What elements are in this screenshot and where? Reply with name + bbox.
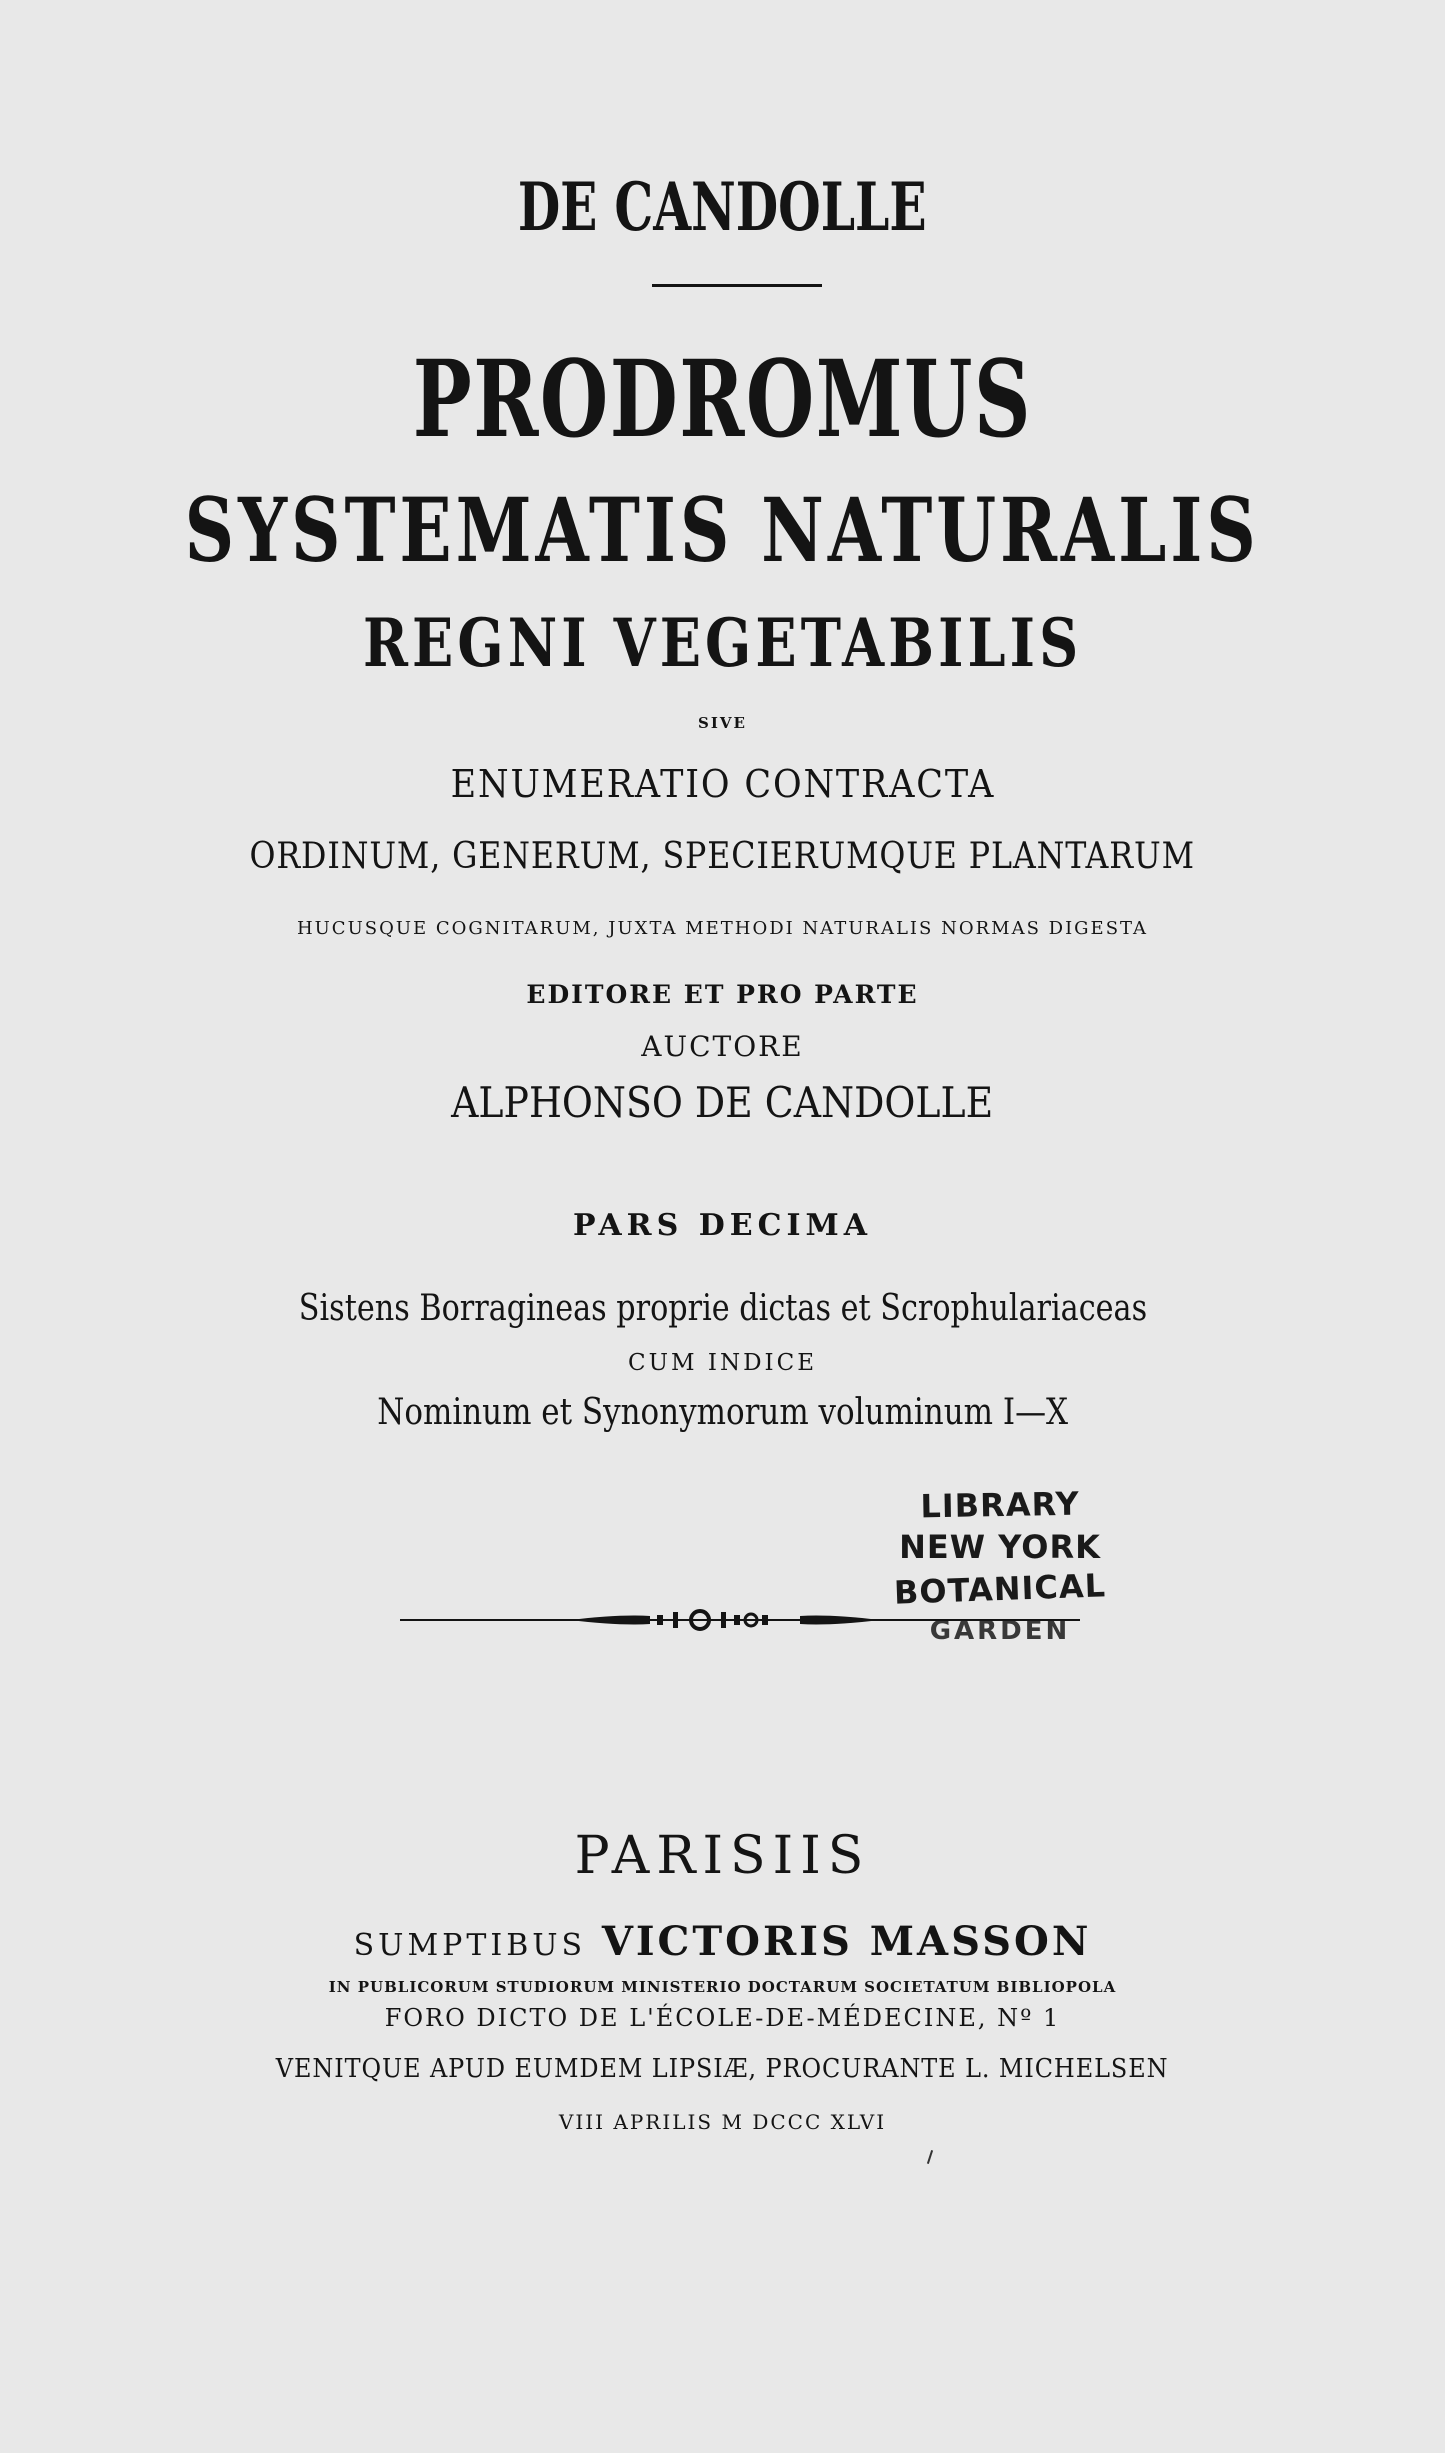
imprint-publisher <box>0 1918 1445 1965</box>
author-heading: DE CANDOLLE <box>518 168 927 246</box>
title-line-2: SYSTEMATIS NATURALIS <box>184 478 1261 582</box>
distribution-line: VENITQUE APUD EUMDEM LIPSIÆ, PROCURANTE L. MICHELSEN <box>276 2054 1169 2084</box>
publisher-name: VICTORIS MASSON <box>601 1918 1092 1965</box>
cum-indice: CUM INDICE <box>628 1350 817 1376</box>
part-label: PARS DECIMA <box>573 1208 872 1243</box>
imprint-place: PARISIIS <box>574 1826 871 1886</box>
publisher-address: FORO DICTO DE L'ÉCOLE-DE-MÉDECINE, Nº 1 <box>384 2004 1061 2032</box>
stamp-line-3: BOTANICAL <box>893 1566 1107 1612</box>
pencil-mark <box>927 2150 933 2164</box>
index-description: Nominum et Synonymorum voluminum I—X <box>377 1392 1068 1433</box>
publisher-role: IN PUBLICORUM STUDIORUM MINISTERIO DOCTARUM SOCIETATUM BIBLIOPOLA <box>328 1978 1117 1996</box>
auctore-line: AUCTORE <box>641 1030 804 1063</box>
stamp-line-2: NEW YORK <box>899 1528 1101 1566</box>
short-rule <box>652 284 822 287</box>
stamp-line-1: LIBRARY <box>920 1484 1080 1526</box>
stamp-line-4: GARDEN <box>929 1616 1071 1646</box>
subtitle-line-2: ORDINUM, GENERUM, SPECIERUMQUE PLANTARUM <box>249 836 1196 877</box>
part-contents: Sistens Borragineas proprie dictas et Scrophulariaceas <box>298 1288 1147 1329</box>
sumptibus-word: SUMPTIBUS <box>353 1928 587 1963</box>
title-line-3: REGNI VEGETABILIS <box>362 604 1083 682</box>
ornamental-rule <box>400 1602 1080 1642</box>
subtitle-line-1: ENUMERATIO CONTRACTA <box>450 762 995 806</box>
subtitle-line-3: HUCUSQUE COGNITARUM, JUXTA METHODI NATURALIS NORMAS DIGESTA <box>296 918 1149 939</box>
editor-line: EDITORE ET PRO PARTE <box>526 980 919 1009</box>
publication-date: VIII APRILIS M DCCC XLVI <box>558 2110 887 2134</box>
sive-connector: SIVE <box>698 714 747 732</box>
title-line-1: PRODROMUS <box>412 336 1033 461</box>
editor-name: ALPHONSO DE CANDOLLE <box>451 1078 994 1127</box>
